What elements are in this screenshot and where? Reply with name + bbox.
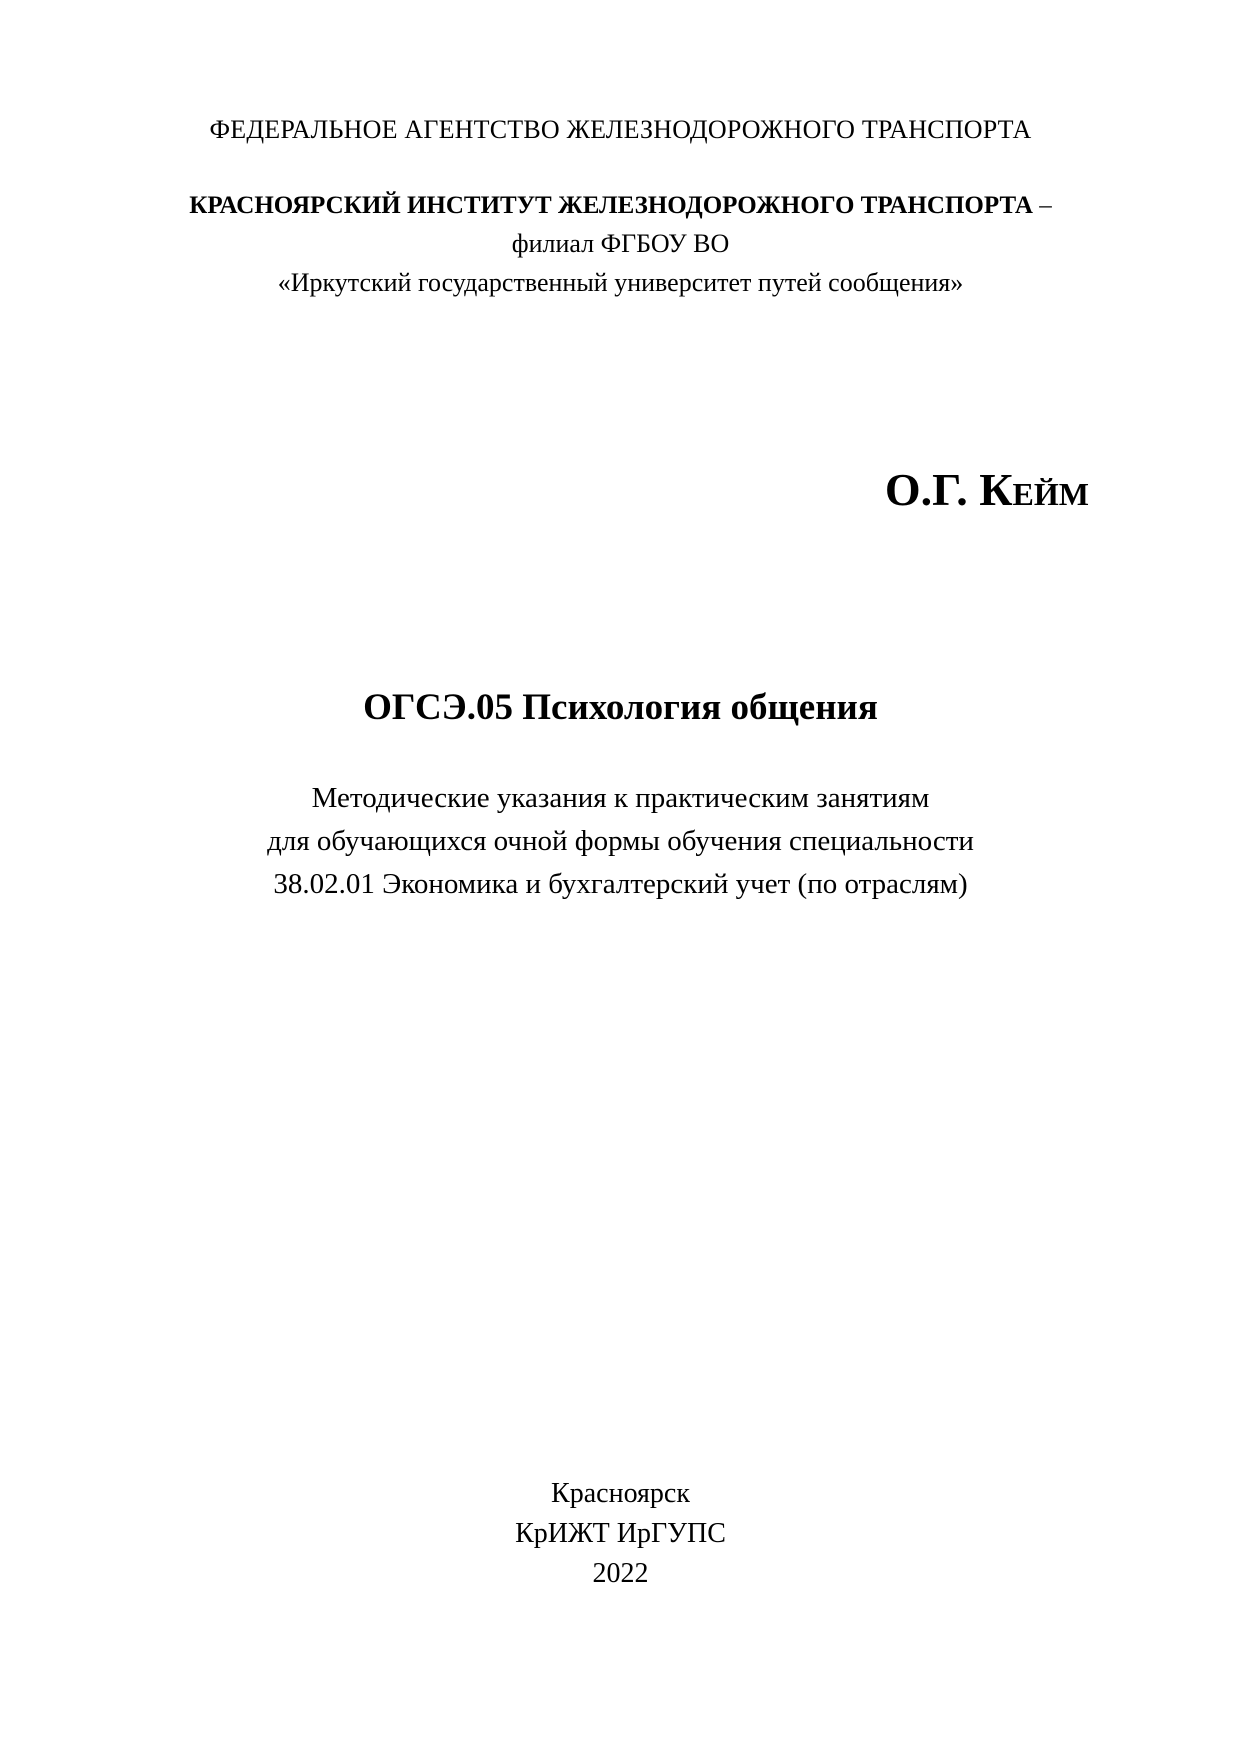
institute-name: КРАСНОЯРСКИЙ ИНСТИТУТ ЖЕЛЕЗНОДОРОЖНОГО ТРАНСПОРТА [189, 192, 1033, 219]
description-line-1: Методические указания к практическим занятиям [311, 782, 930, 814]
institute-dash: – [1032, 192, 1052, 219]
imprint-year: 2022 [592, 1558, 649, 1589]
author-initials: О.Г. [884, 464, 980, 515]
author-surname: Кейм [979, 464, 1089, 515]
imprint-city: Красноярск [551, 1478, 690, 1509]
imprint-publisher: КрИЖТ ИрГУПС [515, 1518, 726, 1549]
document-title: ОГСЭ.05 Психология общения [363, 687, 878, 728]
description-line-2: для обучающихся очной формы обучения специальности [267, 825, 974, 857]
university-name: «Иркутский государственный университет путей сообщения» [277, 268, 964, 297]
institute-name-line [0, 192, 1241, 220]
agency-name: ФЕДЕРАЛЬНОЕ АГЕНТСТВО ЖЕЛЕЗНОДОРОЖНОГО ТРАНСПОРТА [209, 115, 1032, 144]
description-line-3: 38.02.01 Экономика и бухгалтерский учет (по отраслям) [273, 868, 968, 900]
author-name [885, 463, 1089, 516]
institute-branch: филиал ФГБОУ ВО [511, 229, 730, 258]
